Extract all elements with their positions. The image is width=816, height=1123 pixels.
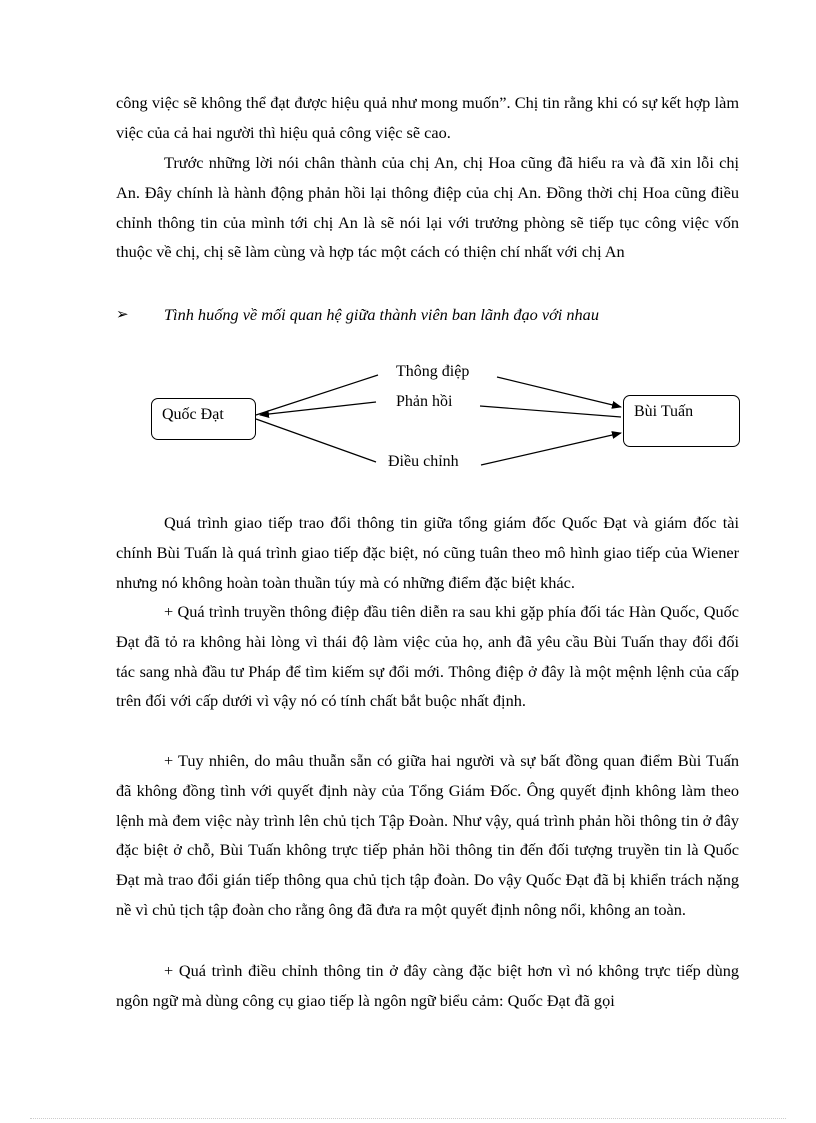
adjust-line-left <box>256 419 376 462</box>
communication-diagram <box>140 355 740 485</box>
paragraph-3: Quá trình giao tiếp trao đổi thông tin giữa tổng giám đốc Quốc Đạt và giám đốc tài chính Bùi Tuấn là quá trình giao tiếp đặc biệt, nó cũng tuân theo mô hình giao tiếp của Wiener nhưng nó không hoàn toàn thuần túy mà có những điểm đặc biệt khác. <box>116 513 739 592</box>
message-label: Thông điệp <box>396 363 470 380</box>
sender-node: Quốc Đạt <box>151 398 256 440</box>
receiver-node: Bùi Tuấn <box>623 395 740 447</box>
adjust-arrow <box>481 433 621 465</box>
paragraph-6: + Quá trình điều chỉnh thông tin ở đây càng đặc biệt hơn vì nó không trực tiếp dùng ngôn ngữ mà dùng công cụ giao tiếp là ngôn ngữ biểu cảm: Quốc Đạt đã gọi <box>116 961 739 1010</box>
page-bottom-divider <box>30 1118 786 1119</box>
paragraph-5: + Tuy nhiên, do mâu thuẫn sẵn có giữa hai người và sự bất đồng quan điểm Bùi Tuấn đã không đồng tình với quyết định này của Tổng Giám Đốc. Ông quyết định không làm theo lệnh mà đem việc này trình lên chủ tịch Tập Đoàn. Như vậy, quá trình phản hồi thông tin ở đây đặc biệt ở chỗ, Bùi Tuấn không trực tiếp phản hồi thông tin đến đối tượng truyền tin là Quốc Đạt mà trao đổi gián tiếp thông qua chủ tịch tập đoàn. Do vậy Quốc Đạt đã bị khiển trách nặng nề vì chủ tịch tập đoàn cho rằng ông đã đưa ra một quyết định nông nổi, không an toàn. <box>116 751 739 919</box>
paragraph-4: + Quá trình truyền thông điệp đầu tiên diễn ra sau khi gặp phía đối tác Hàn Quốc, Quốc Đạt đã tỏ ra không hài lòng vì thái độ làm việc của họ, anh đã yêu cầu Bùi Tuấn thay đổi đối tác sang nhà đầu tư Pháp để tìm kiếm sự đổi mới. Thông điệp ở đây là một mệnh lệnh của cấp trên đối với cấp dưới vì vậy nó có tính chất bắt buộc nhất định. <box>116 602 739 711</box>
bullet-heading-text: Tình huống về mối quan hệ giữa thành viên ban lãnh đạo với nhau <box>164 305 599 324</box>
feedback-label: Phản hồi <box>396 393 453 410</box>
message-arrow <box>497 377 621 407</box>
feedback-line-right <box>480 406 621 417</box>
arrow-bullet-icon: ➢ <box>116 305 129 323</box>
paragraph-2: Trước những lời nói chân thành của chị An, chị Hoa cũng đã hiểu ra và đã xin lỗi chị An. Đây chính là hành động phản hồi lại thông điệp của chị An. Đồng thời chị Hoa cũng điều chỉnh thông tin của mình tới chị An là sẽ nói lại với trưởng phòng sẽ tiếp tục công việc vốn thuộc về chị, chị sẽ làm cùng và hợp tác một cách có thiện chí nhất với chị An <box>116 153 739 262</box>
adjust-label: Điều chỉnh <box>388 453 459 470</box>
paragraph-1: công việc sẽ không thể đạt được hiệu quả như mong muốn”. Chị tin rằng khi có sự kết hợp làm việc của cả hai người thì hiệu quả công việc sẽ cao. <box>116 93 739 142</box>
